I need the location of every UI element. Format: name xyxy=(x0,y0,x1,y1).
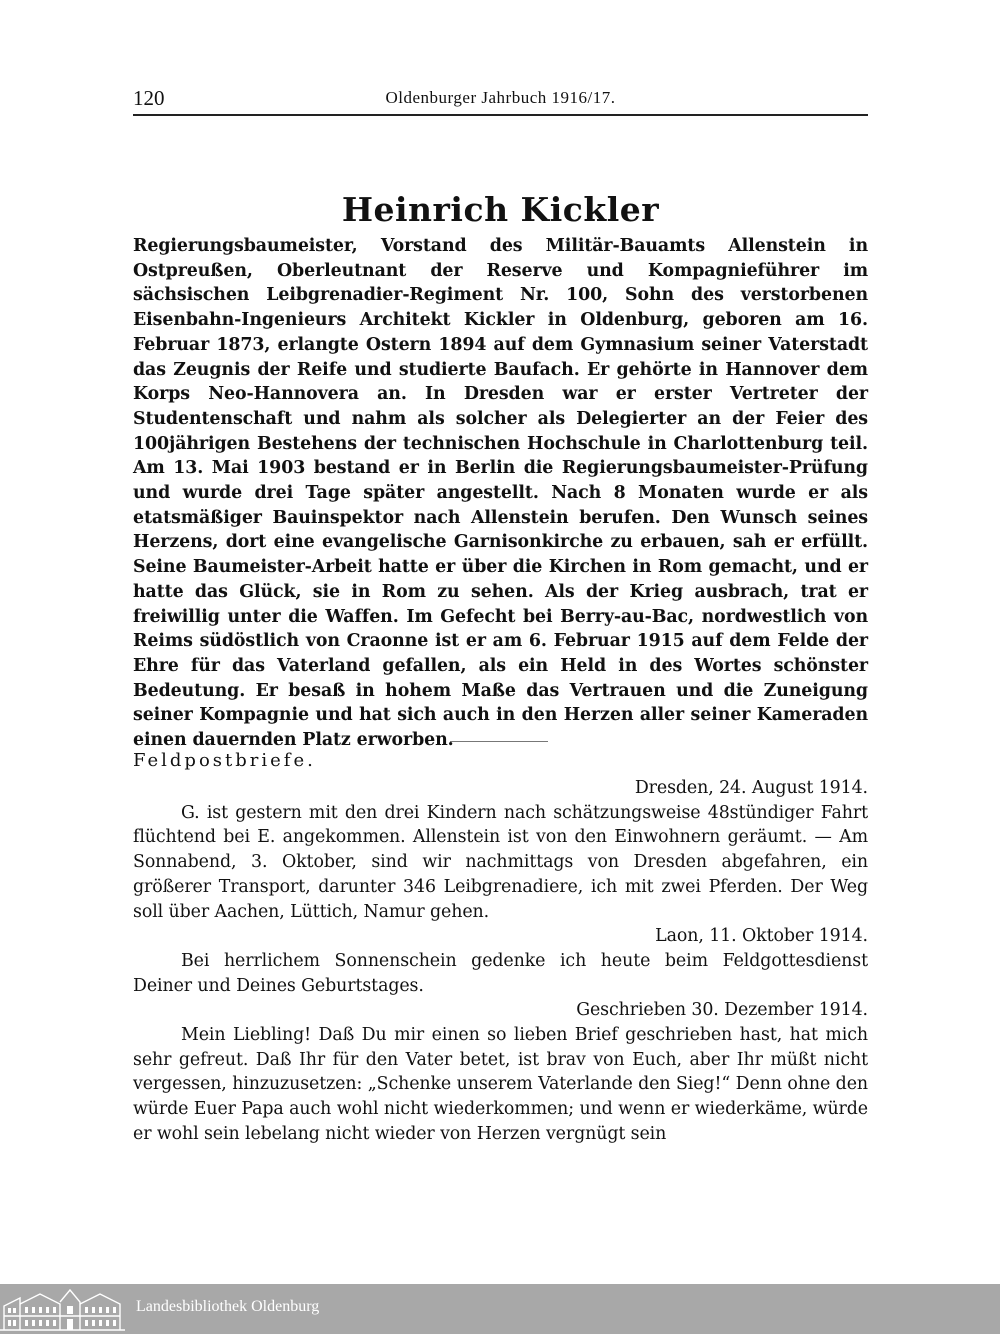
letter-dateline: Dresden, 24. August 1914. xyxy=(634,778,868,798)
article-title: Heinrich Kickler xyxy=(341,190,660,229)
biography-paragraph: Regierungsbaumeister, Vorstand des Militär-Bauamts Allenstein in Ostpreußen, Oberleutnant der Reserve und Kompagnieführer im sächsischen Leibgrenadier-Regiment Nr. 100, Sohn des verstorbenen Eisenbahn-Ingenieurs Architekt Kickler in Oldenburg, geboren am 16. Februar 1873, erlangte Ostern 1894 auf dem Gymnasium seiner Vaterstadt das Zeugnis der Reife und studierte Baufach. Er gehörte in Hannover dem Korps Neo-Hannovera an. In Dresden war er erster Vertreter der Studentenschaft und nahm als solcher als Delegierter an der Feier des 100jährigen Bestehens der technischen Hochschule in Charlottenburg teil. Am 13. Mai 1903 bestand er in Berlin die Regierungsbaumeister-Prüfung und wurde drei Tage später angestellt. Nach 8 Monaten wurde er als etatsmäßiger Bauinspektor nach Allenstein berufen. Den Wunsch seines Herzens, dort eine evangelische Garnisonkirche zu erbauen, sah er erfüllt. Seine Baumeister-Arbeit hatte er über die Kirchen in Rom gemacht, und er hatte das Glück, sie in Rom zu sehen. Als der Krieg ausbrach, trat er freiwillig unter die Waffen. Im Gefecht bei Berry-au-Bac, nordwestlich von Reims südöstlich von Craonne ist er am 6. Februar 1915 auf dem Felde der Ehre für das Vaterland gefallen, als ein Held in des Wortes schönster Bedeutung. Er besaß in hohem Maße das Vertrauen und die Zuneigung seiner Kompagnie und hat sich auch in den Herzen aller seiner Kameraden einen dauernden Platz erworben. xyxy=(133,236,868,751)
library-footer-bar xyxy=(0,1284,1000,1334)
letter-dateline: Geschrieben 30. Dezember 1914. xyxy=(576,1000,868,1021)
letter-text: Bei herrlichem Sonnenschein gedenke ich heute beim Feldgottesdienst Deiner und Deines Geburtstages. xyxy=(133,950,868,996)
letter-text: G. ist gestern mit den drei Kindern nach schätzungsweise 48stündiger Fahrt flüchtend bei E. angekommen. Allenstein ist von den Einwohnern geräumt. — Am Sonnabend, 3. Oktober, sind wir nachmittags von Dresden abgefahren, ein größerer Transport, darunter 346 Leibgrenadiere, ich mit zwei Pferden. Der Weg soll über Aachen, Lüttich, Namur gehen. xyxy=(133,802,868,922)
section-divider xyxy=(450,741,548,742)
library-name: Landesbibliothek Oldenburg xyxy=(136,1298,320,1315)
letter-dateline: Laon, 11. Oktober 1914. xyxy=(655,926,868,947)
letters-section xyxy=(133,776,868,1147)
letter-text: Mein Liebling! Daß Du mir einen so lieben Brief geschrieben hast, hat mich sehr gefreut. Daß Ihr für den Vater betet, ist brav von Euch, aber Ihr müßt nicht vergessen, hinzuzusetzen: „Schenke unserem Vaterlande den Sieg!“ Denn ohne den würde Euer Papa auch wohl nicht wiederkommen; und wenn er wiederkäme, würde er wohl sein lebelang nicht wieder von Herzen vergnügt sein xyxy=(133,1025,868,1144)
running-header xyxy=(133,84,868,116)
page-number: 120 xyxy=(133,86,165,110)
journal-title: Oldenburger Jahrbuch 1916/17. xyxy=(385,88,616,107)
library-building-icon xyxy=(0,1286,125,1332)
letters-heading: Feldpostbriefe. xyxy=(133,750,316,771)
